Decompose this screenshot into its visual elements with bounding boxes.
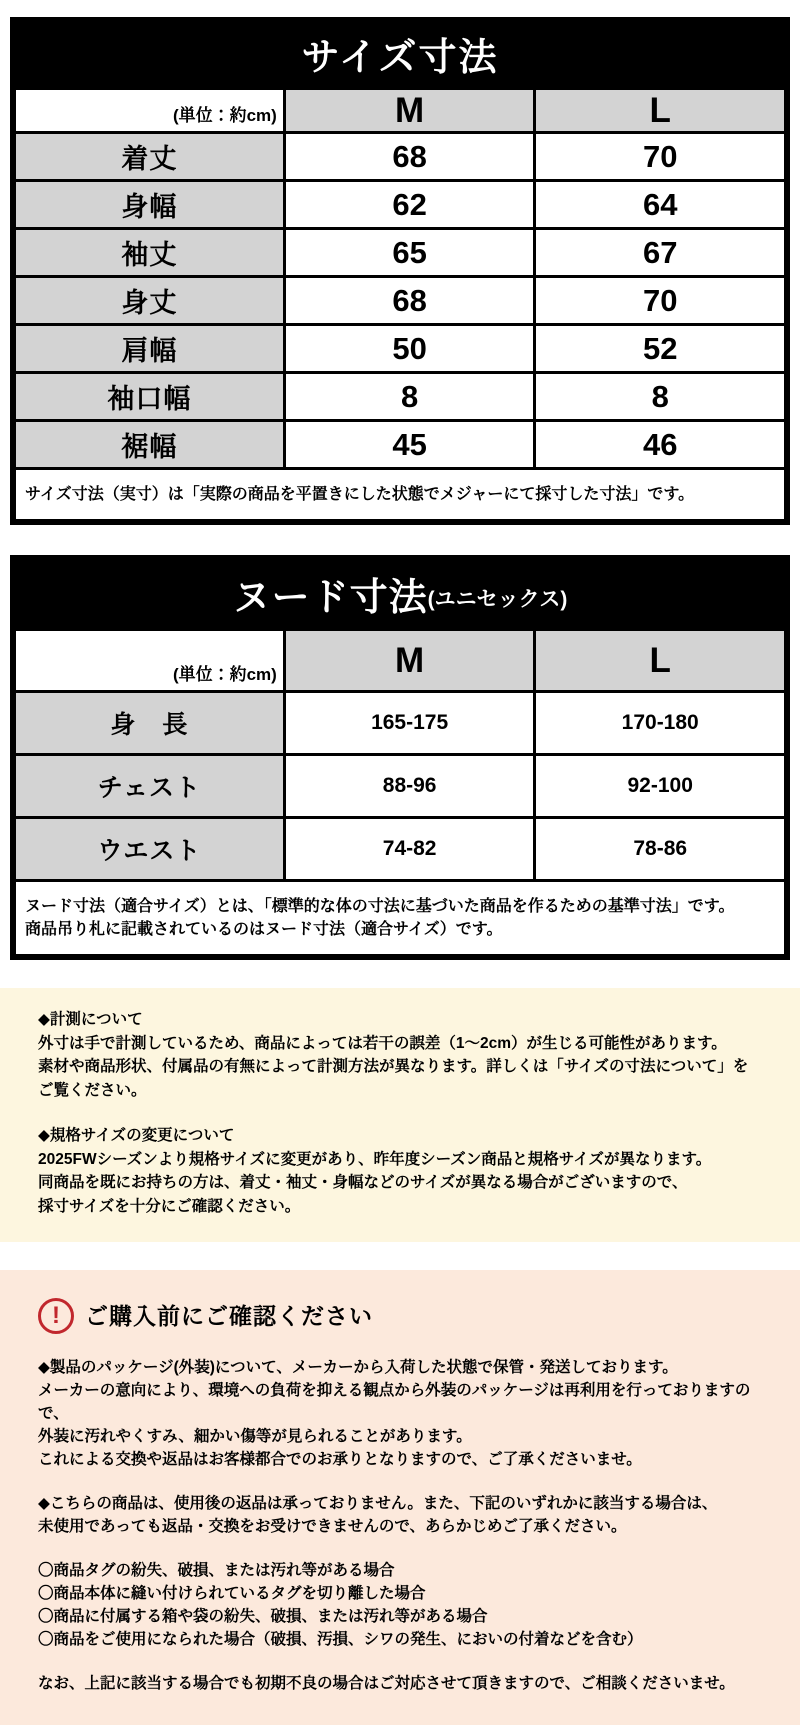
spacer (38, 1538, 770, 1559)
cell-value-m: 68 (284, 133, 535, 181)
notice-line: メーカーの意向により、環境への負荷を抑える観点から外装のパッケージは再利用を行っておりますので、 (38, 1382, 751, 1422)
cell-value-l: 70 (535, 133, 786, 181)
cell-value-m: 74-82 (284, 818, 535, 881)
cell-value-m: 68 (284, 277, 535, 325)
notice-line: ◆製品のパッケージ(外装)について、メーカーから入荷した状態で保管・発送しております。 (38, 1359, 678, 1376)
nude-spec-note (15, 881, 786, 956)
nude-spec-title-suffix: (ユニセックス) (427, 588, 568, 611)
unit-label: (単位：約cm) (15, 630, 285, 692)
column-header-l: L (535, 630, 786, 692)
size-spec-title: サイズ寸法 (301, 37, 499, 79)
measurement-notes-heading1: ◆計測について (38, 1011, 143, 1028)
notice-list-item: 〇商品タグの紛失、破損、または汚れ等がある場合 (38, 1562, 395, 1579)
notice-line: これによる交換や返品はお客様都合でのお承りとなりますので、ご了承くださいませ。 (38, 1451, 642, 1468)
cell-value-l: 78-86 (535, 818, 786, 881)
measurement-notes-line: 素材や商品形状、付属品の有無によって計測方法が異なります。詳しくは「サイズの寸法について」を (38, 1058, 749, 1075)
purchase-notice-heading: ご購入前にご確認ください (85, 1302, 373, 1329)
measurement-notes-line: 外寸は手で計測しているため、商品によっては若干の誤差（1～2cm）が生じる可能性があります。 (38, 1034, 727, 1052)
size-spec-header-row (15, 89, 786, 133)
measurement-notes-section (0, 988, 800, 1242)
nude-spec-header-row (15, 630, 786, 692)
measurement-notes-line: ご覧ください。 (38, 1081, 147, 1099)
row-label: 着丈 (15, 133, 285, 181)
column-header-l: L (535, 89, 786, 133)
nude-spec-table-section (10, 555, 790, 960)
size-spec-table (13, 87, 787, 522)
cell-value-m: 50 (284, 325, 535, 373)
row-label: チェスト (15, 755, 285, 818)
table-row (15, 755, 786, 818)
measurement-notes-heading2: ◆規格サイズの変更について (38, 1127, 235, 1144)
size-chart-page (0, 17, 800, 1725)
cell-value-l: 170-180 (535, 692, 786, 755)
spacer (38, 1651, 770, 1672)
notice-line: 外装に汚れやくすみ、細かい傷等が見られることがあります。 (38, 1428, 472, 1445)
row-label: 裾幅 (15, 421, 285, 469)
cell-value-l: 8 (535, 373, 786, 421)
cell-value-l: 52 (535, 325, 786, 373)
cell-value-m: 65 (284, 229, 535, 277)
row-label: 袖口幅 (15, 373, 285, 421)
notice-footer: なお、上記に該当する場合でも初期不良の場合はご対応させて頂きますので、ご相談くださいませ。 (38, 1675, 735, 1692)
nude-spec-note-line2: 商品吊り札に記載されているのはヌード寸法（適合サイズ）です。 (25, 921, 503, 938)
size-spec-note: サイズ寸法（実寸）は「実際の商品を平置きにした状態でメジャーにて採寸した寸法」です。 (15, 469, 786, 521)
table-note-row (15, 881, 786, 956)
row-label: 肩幅 (15, 325, 285, 373)
nude-spec-title: ヌード寸法 (232, 576, 428, 619)
notice-list-item: 〇商品をご使用になられた場合（破損、汚損、シワの発生、においの付着などを含む） (38, 1631, 643, 1648)
cell-value-m: 45 (284, 421, 535, 469)
column-header-m: M (284, 89, 535, 133)
row-label: 袖丈 (15, 229, 285, 277)
measurement-notes-line: 同商品を既にお持ちの方は、着丈・袖丈・身幅などのサイズが異なる場合がございますので、 (38, 1174, 688, 1191)
unit-label: (単位：約cm) (15, 89, 285, 133)
nude-spec-title-bar (13, 558, 787, 628)
purchase-notice-section (0, 1270, 800, 1725)
notice-list-item: 〇商品本体に縫い付けられているタグを切り離した場合 (38, 1585, 426, 1602)
table-row (15, 181, 786, 229)
purchase-notice-header (38, 1298, 770, 1334)
notice-line: ◆こちらの商品は、使用後の返品は承っておりません。また、下記のいずれかに該当する場合は、 (38, 1495, 718, 1512)
nude-spec-note-line1: ヌード寸法（適合サイズ）とは、「標準的な体の寸法に基づいた商品を作るための基準寸法」です。 (25, 898, 735, 915)
table-row (15, 229, 786, 277)
cell-value-l: 64 (535, 181, 786, 229)
size-spec-table-section (10, 17, 790, 525)
table-row (15, 325, 786, 373)
table-note-row (15, 469, 786, 521)
cell-value-m: 88-96 (284, 755, 535, 818)
table-row (15, 818, 786, 881)
cell-value-l: 70 (535, 277, 786, 325)
exclamation-icon: ! (38, 1298, 74, 1334)
column-header-m: M (284, 630, 535, 692)
row-label: 身 長 (15, 692, 285, 755)
spacer (38, 1102, 770, 1124)
cell-value-l: 67 (535, 229, 786, 277)
cell-value-l: 46 (535, 421, 786, 469)
cell-value-m: 165-175 (284, 692, 535, 755)
notice-list-item: 〇商品に付属する箱や袋の紛失、破損、または汚れ等がある場合 (38, 1608, 488, 1625)
cell-value-m: 62 (284, 181, 535, 229)
row-label: 身丈 (15, 277, 285, 325)
measurement-notes-line: 採寸サイズを十分にご確認ください。 (38, 1197, 301, 1215)
table-row (15, 421, 786, 469)
row-label: ウエスト (15, 818, 285, 881)
measurement-notes-line: 2025FWシーズンより規格サイズに変更があり、昨年度シーズン商品と規格サイズが異なります。 (38, 1150, 712, 1168)
cell-value-m: 8 (284, 373, 535, 421)
row-label: 身幅 (15, 181, 285, 229)
notice-line: 未使用であっても返品・交換をお受けできませんので、あらかじめご了承ください。 (38, 1518, 627, 1535)
nude-spec-table (13, 628, 787, 957)
table-row (15, 277, 786, 325)
table-row (15, 373, 786, 421)
table-row (15, 692, 786, 755)
table-row (15, 133, 786, 181)
size-spec-title-bar (13, 20, 787, 87)
spacer (38, 1471, 770, 1492)
cell-value-l: 92-100 (535, 755, 786, 818)
